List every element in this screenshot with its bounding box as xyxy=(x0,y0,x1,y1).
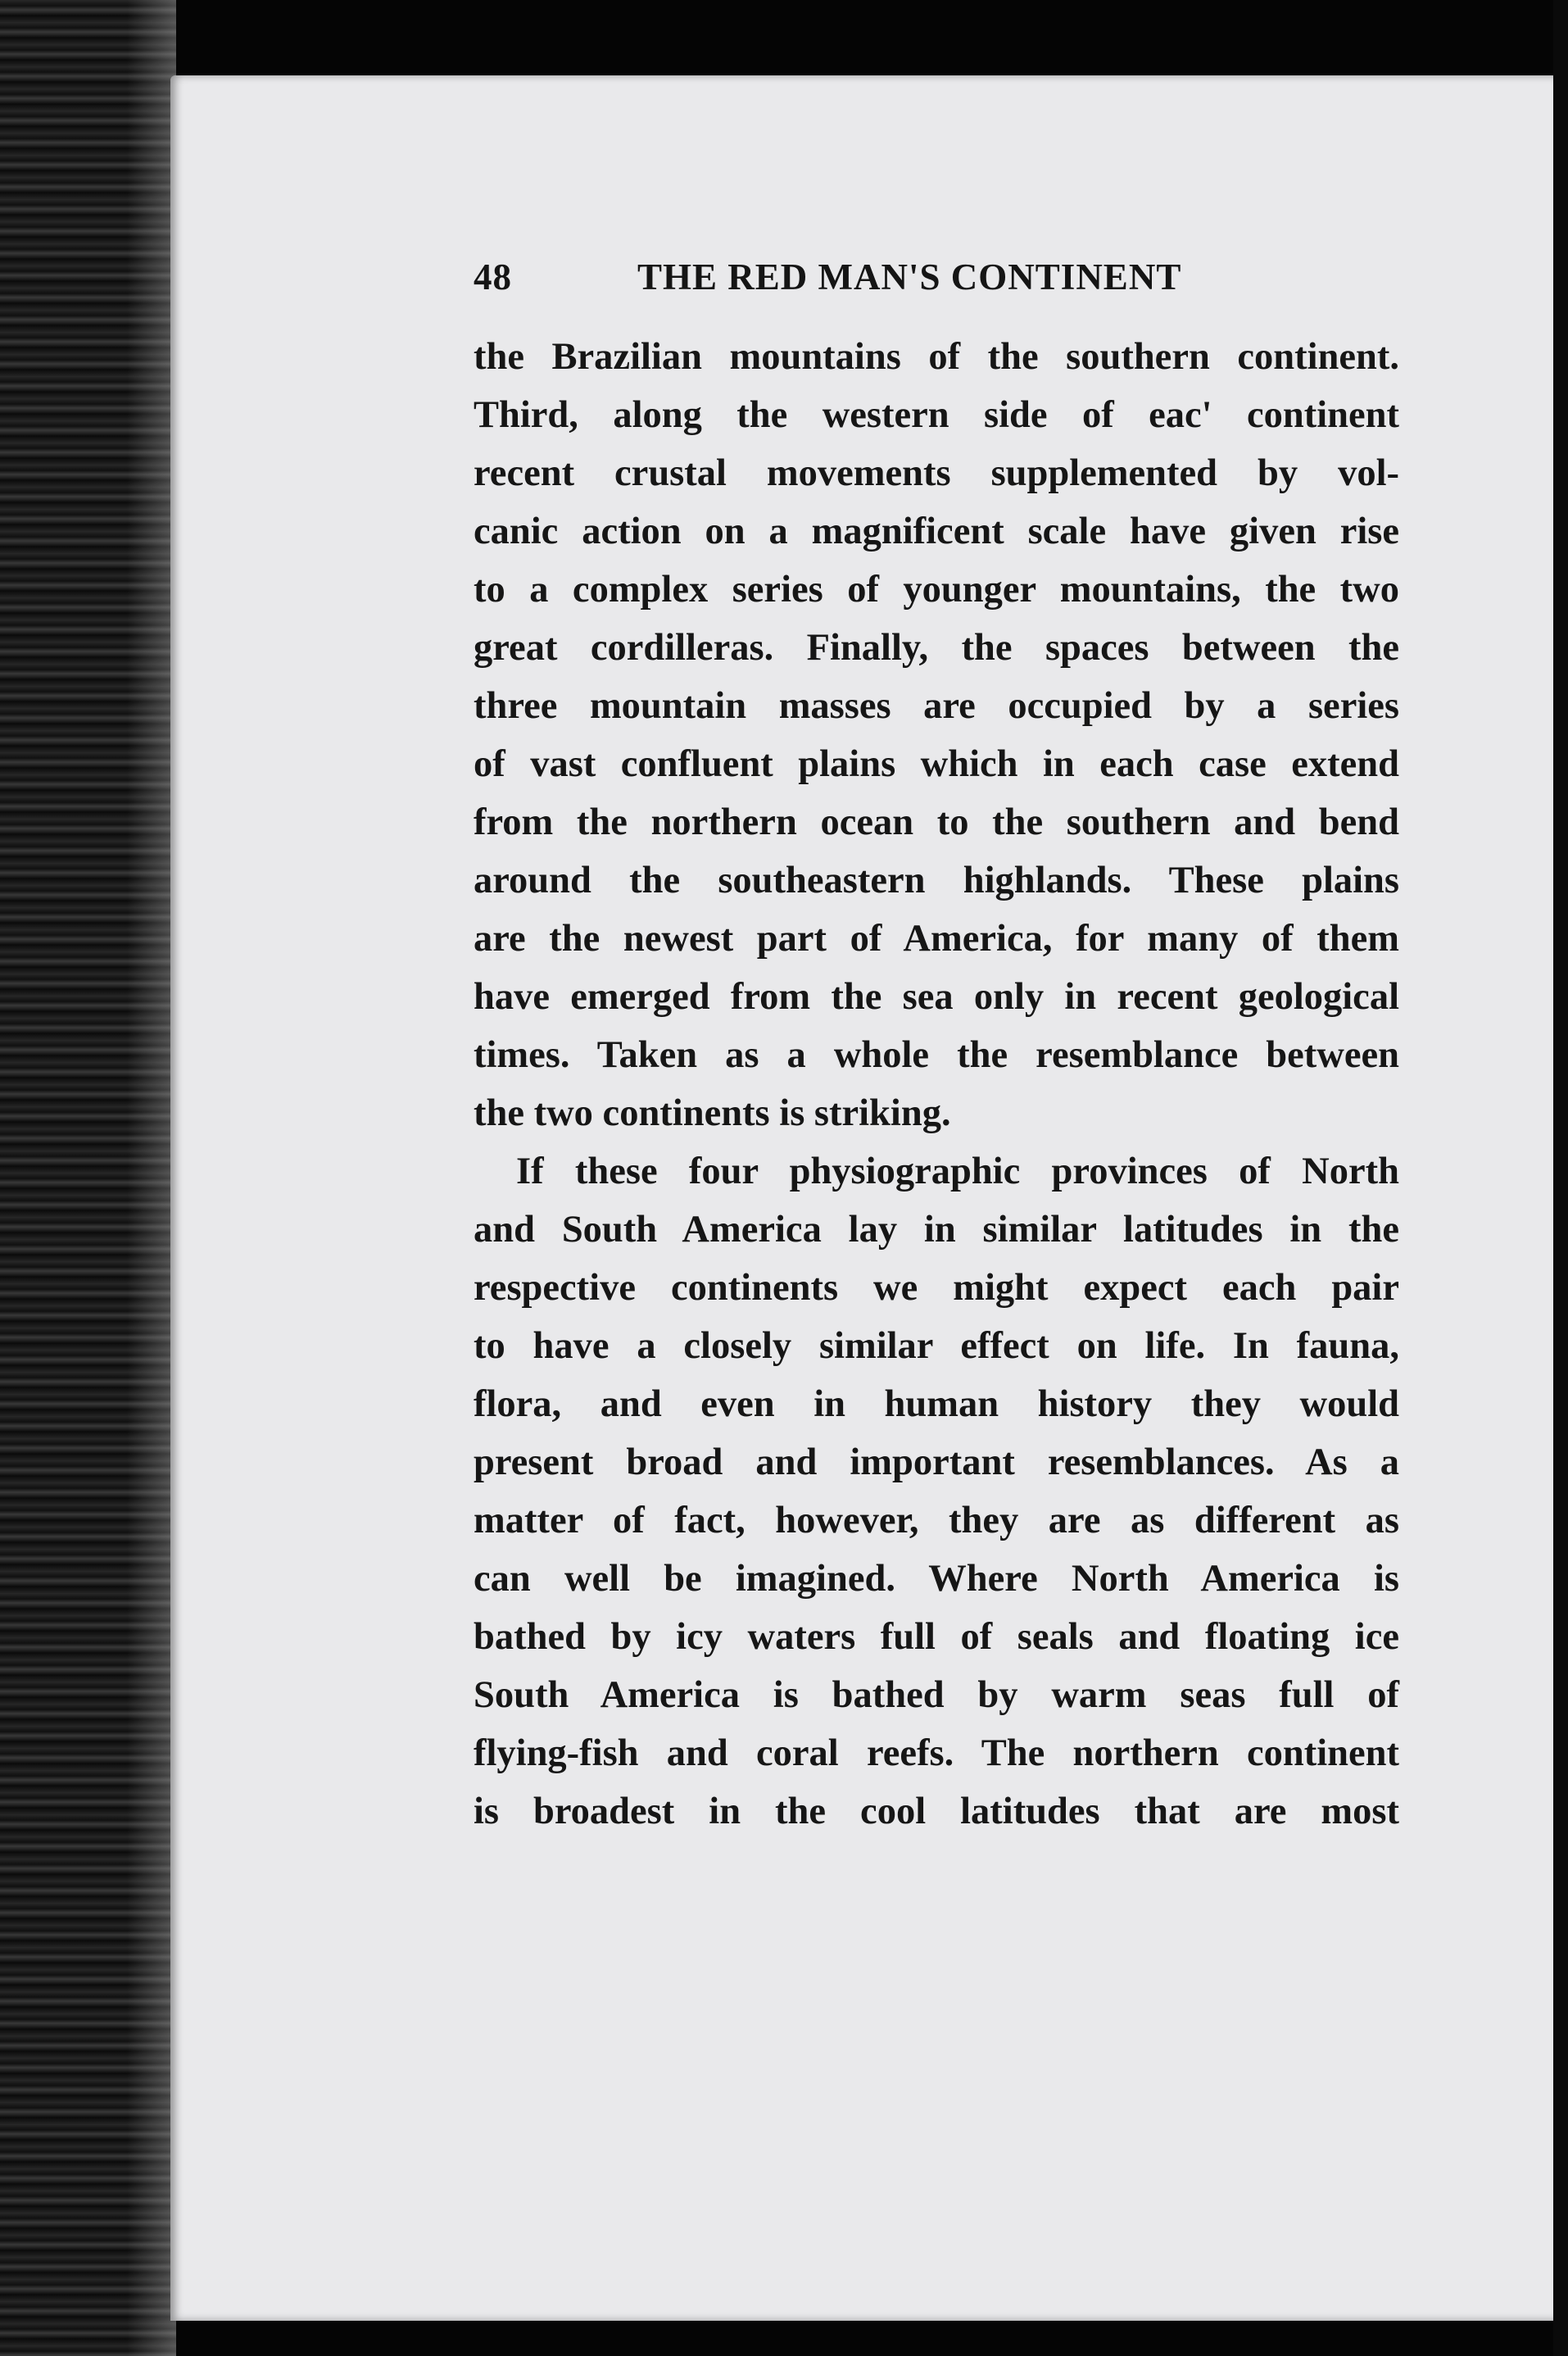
text-line: from the northern ocean to the southern and bend xyxy=(474,801,1399,843)
text-line: have emerged from the sea only in recent geological xyxy=(474,976,1399,1018)
page-header xyxy=(474,256,1293,305)
page-number: 48 xyxy=(474,256,512,297)
text-line: can well be imagined. Where North America is xyxy=(474,1558,1399,1600)
body-text xyxy=(474,328,1399,1841)
text-line: the Brazilian mountains of the southern continent. xyxy=(474,336,1399,378)
text-line: three mountain masses are occupied by a series xyxy=(474,685,1399,727)
text-line: respective continents we might expect each pair xyxy=(474,1267,1399,1309)
text-line: the two continents is striking. xyxy=(474,1092,951,1134)
text-line: and South America lay in similar latitudes in the xyxy=(474,1209,1399,1251)
text-line: of vast confluent plains which in each case extend xyxy=(474,743,1399,785)
text-line: are the newest part of America, for many of them xyxy=(474,918,1399,960)
text-line: to a complex series of younger mountains, the two xyxy=(474,569,1399,611)
text-line: great cordilleras. Finally, the spaces between the xyxy=(474,627,1399,669)
right-scan-border xyxy=(1553,0,1568,2356)
text-line: to have a closely similar effect on life. In fauna, xyxy=(474,1325,1399,1367)
text-line: matter of fact, however, they are as different as xyxy=(474,1500,1399,1541)
running-head: THE RED MAN'S CONTINENT xyxy=(637,256,1182,297)
text-line: If these four physiographic provinces of North xyxy=(516,1151,1399,1192)
text-line: around the southeastern highlands. These plains xyxy=(474,860,1399,901)
text-line: flying-fish and coral reefs. The northern continent xyxy=(474,1732,1399,1774)
text-line: canic action on a magnificent scale have given rise xyxy=(474,511,1399,552)
text-line: flora, and even in human history they would xyxy=(474,1383,1399,1425)
text-line: bathed by icy waters full of seals and floating ice xyxy=(474,1616,1399,1658)
text-line: Third, along the western side of eac' continent xyxy=(474,394,1399,436)
text-line: times. Taken as a whole the resemblance between xyxy=(474,1034,1399,1076)
text-line: recent crustal movements supplemented by vol- xyxy=(474,452,1399,494)
text-line: is broadest in the cool latitudes that are most xyxy=(474,1791,1399,1832)
text-line: present broad and important resemblances. As a xyxy=(474,1441,1399,1483)
book-binding-edge xyxy=(0,0,176,2356)
text-line: South America is bathed by warm seas full of xyxy=(474,1674,1399,1716)
